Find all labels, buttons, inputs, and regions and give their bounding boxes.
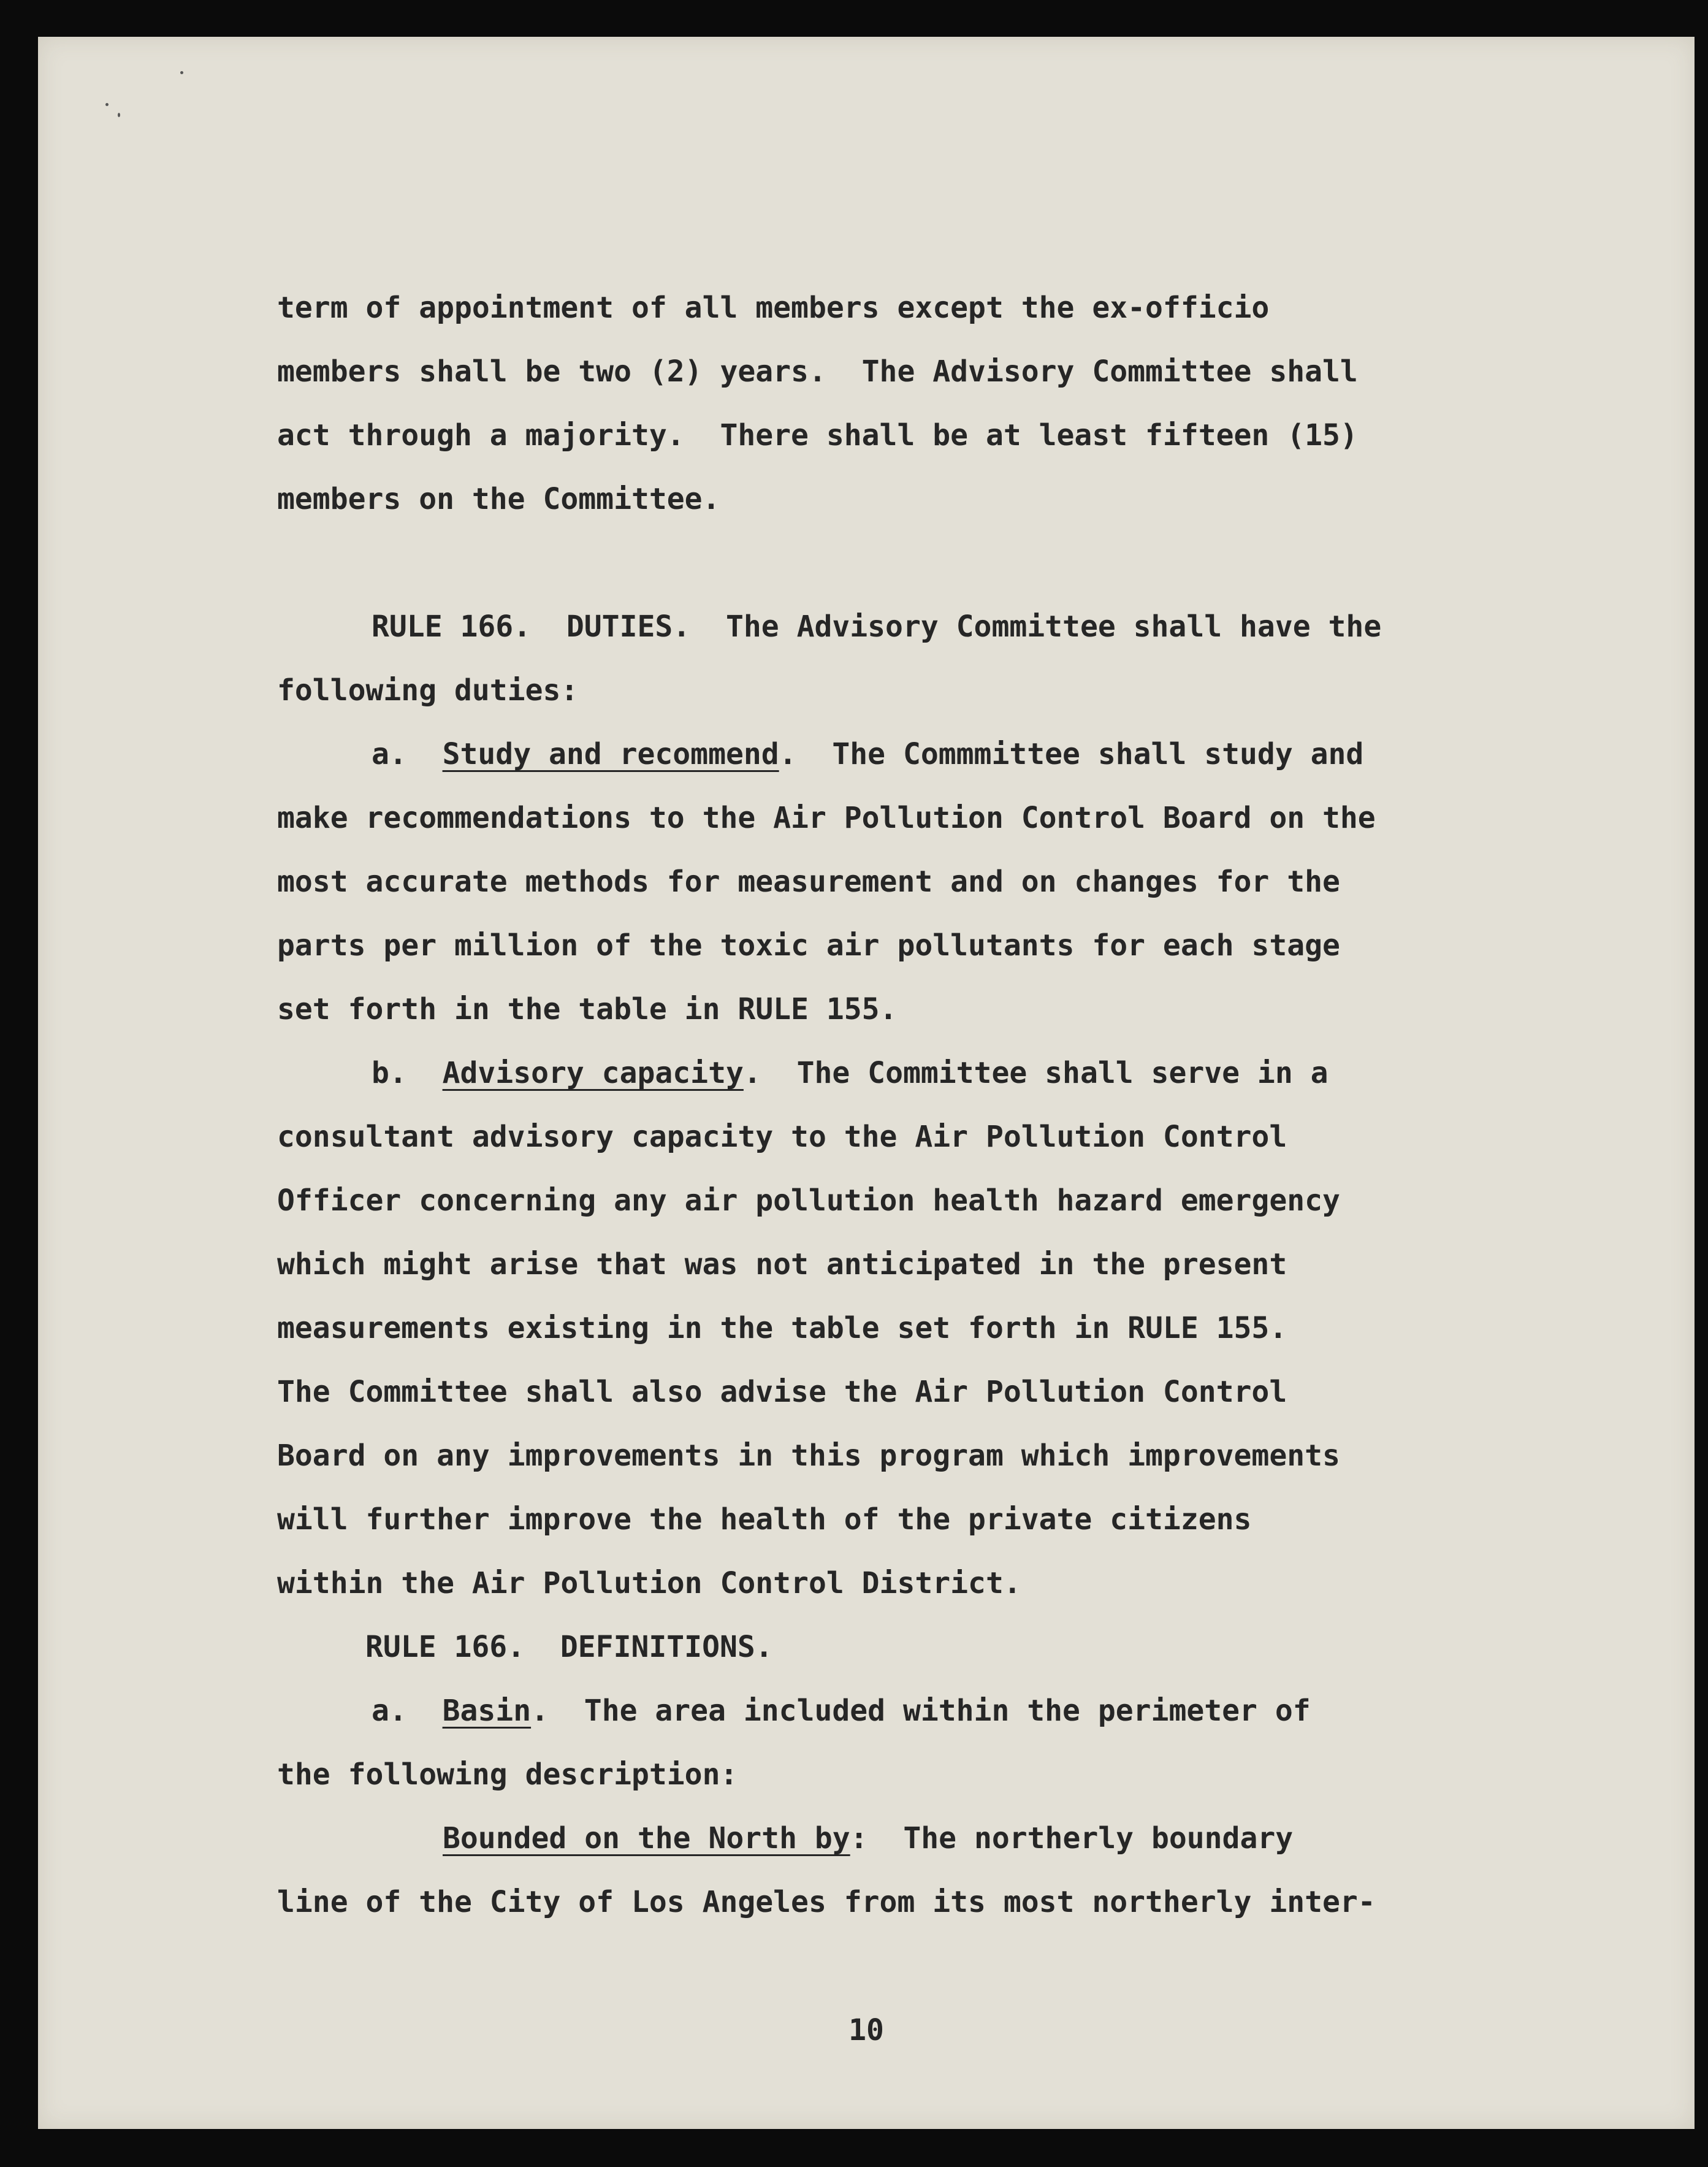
- text-line: members shall be two (2) years. The Advisory Committee shall: [277, 354, 1358, 389]
- text-line: act through a majority. There shall be at least fifteen (15): [277, 418, 1358, 453]
- text-line: following duties:: [277, 673, 579, 708]
- rule-166-definitions-heading: RULE 166. DEFINITIONS.: [365, 1630, 773, 1664]
- subsection-heading: Basin: [442, 1694, 532, 1728]
- document-page: [38, 37, 1695, 2129]
- subsection-a-basin: [372, 1692, 1311, 1729]
- text-line: most accurate methods for measurement and on changes for the: [277, 865, 1340, 899]
- text-line: measurements existing in the table set forth in RULE 155.: [277, 1311, 1287, 1345]
- subsection-letter: a.: [372, 1694, 443, 1728]
- text-line: consultant advisory capacity to the Air Pollution Control: [277, 1120, 1287, 1154]
- subsection-letter: b.: [372, 1056, 443, 1090]
- text-line: The Committee shall also advise the Air Pollution Control: [277, 1375, 1287, 1409]
- subsection-b-advisory-capacity: [372, 1055, 1329, 1091]
- subsection-text: . The Commmittee shall study and: [779, 737, 1364, 771]
- text-line: members on the Committee.: [277, 482, 720, 516]
- text-line: the following description:: [277, 1757, 738, 1792]
- subsection-heading: Advisory capacity: [442, 1056, 744, 1090]
- text-line: which might arise that was not anticipated in the present: [277, 1247, 1287, 1282]
- text-line: within the Air Pollution Control District.: [277, 1566, 1021, 1600]
- text-line: will further improve the health of the private citizens: [277, 1502, 1252, 1537]
- subsection-letter: a.: [372, 737, 443, 771]
- text-line: parts per million of the toxic air pollutants for each stage: [277, 928, 1340, 963]
- text-line: set forth in the table in RULE 155.: [277, 992, 898, 1026]
- text-line: term of appointment of all members except the ex-officio: [277, 291, 1270, 325]
- boundary-text: : The northerly boundary: [850, 1821, 1294, 1856]
- page-number: 10: [848, 2013, 884, 2047]
- subsection-text: . The Committee shall serve in a: [743, 1056, 1329, 1090]
- rule-166-duties-heading: RULE 166. DUTIES. The Advisory Committee shall have the: [372, 610, 1382, 644]
- boundary-heading: Bounded on the North by: [443, 1821, 850, 1856]
- text-line: Officer concerning any air pollution health hazard emergency: [277, 1183, 1340, 1218]
- text-line: make recommendations to the Air Pollution Control Board on the: [277, 801, 1376, 835]
- document-body: [38, 37, 1695, 2129]
- text-line: line of the City of Los Angeles from its most northerly inter-: [277, 1885, 1376, 1919]
- subsection-a-study-and-recommend: [372, 736, 1363, 773]
- boundary-north: [443, 1820, 1293, 1857]
- subsection-text: . The area included within the perimeter of: [531, 1694, 1311, 1728]
- text-line: Board on any improvements in this program which improvements: [277, 1439, 1340, 1473]
- subsection-heading: Study and recommend: [442, 737, 779, 771]
